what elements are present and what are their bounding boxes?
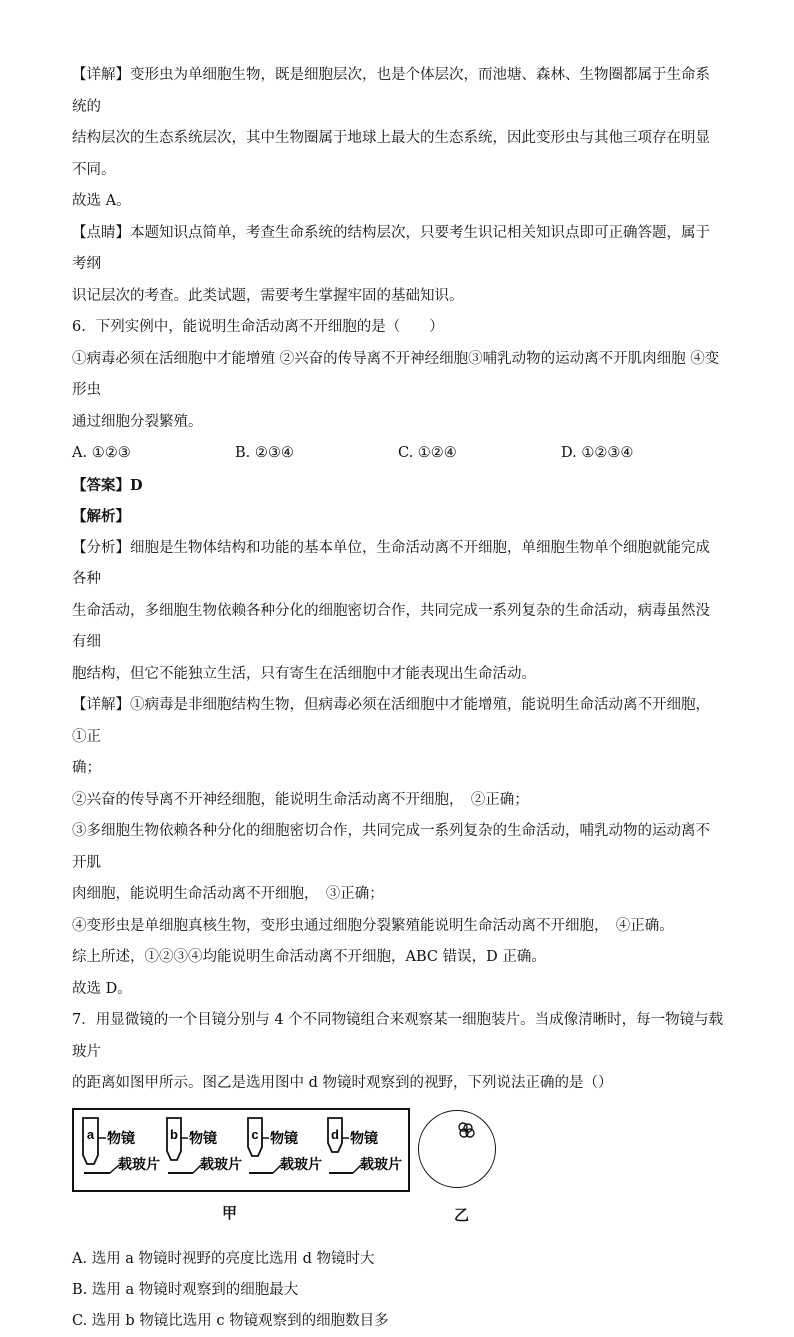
lens-group-c [248, 1118, 322, 1173]
q6-detail-line-6: ④变形虫是单细胞真核生物，变形虫通过细胞分裂繁殖能说明生命活动离不开细胞， ④正确。 [72, 917, 674, 934]
lens-d-letter: d [331, 1126, 339, 1142]
q7-stem-line-2: 的距离如图甲所示。图乙是选用图中 d 物镜时观察到的视野，下列说法正确的是（） [72, 1075, 613, 1091]
lens-b-letter: b [170, 1126, 178, 1142]
q6-option-c: C. ①②④ [398, 445, 457, 461]
q6-detail-line-5: 肉细胞，能说明生命活动离不开细胞， ③正确； [72, 886, 384, 902]
q5-detail-line-1: 【详解】变形虫为单细胞生物，既是细胞层次，也是个体层次，而池塘、森林、生物圈都属于生命系统的 [72, 67, 710, 115]
q7-choice-b: B. 选用 a 物镜时观察到的细胞最大 [72, 1281, 299, 1298]
figure-jia-frame [72, 1108, 410, 1192]
q6-answer: 【答案】D [72, 476, 143, 494]
q6-option-a: A. ①②③ [72, 445, 131, 461]
lens-group-b [167, 1118, 242, 1173]
lens-c-letter: c [251, 1126, 259, 1142]
q6-stem: 6．下列实例中，能说明生命活动离不开细胞的是（ ） [72, 319, 444, 335]
q5-detail-line-3: 故选 A。 [72, 193, 131, 209]
q6-analysis-title: 【解析】 [72, 508, 130, 525]
slide-a-label: 载玻片 [118, 1156, 160, 1173]
lens-c-label: 物镜 [270, 1130, 298, 1147]
lens-a-letter: a [86, 1126, 95, 1142]
q6-option-b: B. ②③④ [235, 445, 294, 461]
q7-stem-line-1: 7．用显微镜的一个目镜分别与 4 个不同物镜组合来观察某一细胞装片。当成像清晰时，每一物镜与载玻片 [72, 1012, 724, 1060]
q6-detail-line-1: 【详解】①病毒是非细胞结构生物，但病毒必须在活细胞中才能增殖，能说明生命活动离不开细胞，①正 [72, 697, 710, 745]
q7-choice-a: A. 选用 a 物镜时视野的亮度比选用 d 物镜时大 [72, 1250, 375, 1267]
page [72, 60, 724, 1337]
microscope-field-of-view [418, 1110, 496, 1188]
q6-items-line-2: 通过细胞分裂繁殖。 [72, 413, 203, 430]
q6-analysis-line-2: 生命活动，多细胞生物依赖各种分化的细胞密切合作，共同完成一系列复杂的生命活动，病毒虽然没有细 [72, 602, 710, 650]
objective-lens-diagram [74, 1110, 408, 1190]
q6-detail-line-7: 综上所述，①②③④均能说明生命活动离不开细胞，ABC 错误，D 正确。 [72, 949, 546, 965]
figure-caption-jia: 甲 [222, 1203, 238, 1222]
q6-detail-line-2: 确； [72, 760, 101, 776]
cells-cluster-icon [419, 1111, 495, 1187]
q7-choice-c: C. 选用 b 物镜比选用 c 物镜观察到的细胞数目多 [72, 1312, 389, 1329]
lens-a-label: 物镜 [107, 1130, 135, 1147]
figure-caption-yi: 乙 [454, 1205, 470, 1224]
q6-detail-line-3: ②兴奋的传导离不开神经细胞，能说明生命活动离不开细胞， ②正确； [72, 791, 529, 808]
slide-c-label: 载玻片 [280, 1156, 322, 1173]
lens-group-a [83, 1118, 160, 1173]
q6-option-d: D. ①②③④ [561, 445, 634, 461]
q6-analysis-line-1: 【分析】细胞是生物体结构和功能的基本单位，生命活动离不开细胞，单细胞生物单个细胞就能完成各种 [72, 539, 710, 587]
lens-group-d [328, 1118, 402, 1173]
lens-b-label: 物镜 [189, 1130, 217, 1147]
slide-b-label: 载玻片 [200, 1156, 242, 1173]
q5-detail-line-2: 结构层次的生态系统层次，其中生物圈属于地球上最大的生态系统，因此变形虫与其他三项存在明显不同。 [72, 130, 710, 178]
slide-d-label: 载玻片 [360, 1156, 402, 1173]
q6-options [72, 438, 724, 470]
q6-detail-line-4: ③多细胞生物依赖各种分化的细胞密切合作，共同完成一系列复杂的生命活动，哺乳动物的运动离不开肌 [72, 823, 710, 871]
q7-figure [72, 1108, 724, 1244]
q5-comment-line-1: 【点睛】本题知识点简单，考查生命系统的结构层次，只要考生识记相关知识点即可正确答题，属于考纲 [72, 224, 710, 272]
q6-items-line-1: ①病毒必须在活细胞中才能增殖 ②兴奋的传导离不开神经细胞③哺乳动物的运动离不开肌肉细胞 ④变形虫 [72, 350, 720, 398]
q6-detail-line-8: 故选 D。 [72, 980, 132, 997]
q5-comment-line-2: 识记层次的考查。此类试题，需要考生掌握牢固的基础知识。 [72, 287, 464, 304]
lens-d-label: 物镜 [350, 1130, 378, 1147]
q6-analysis-line-3: 胞结构，但它不能独立生活，只有寄生在活细胞中才能表现出生命活动。 [72, 665, 536, 682]
